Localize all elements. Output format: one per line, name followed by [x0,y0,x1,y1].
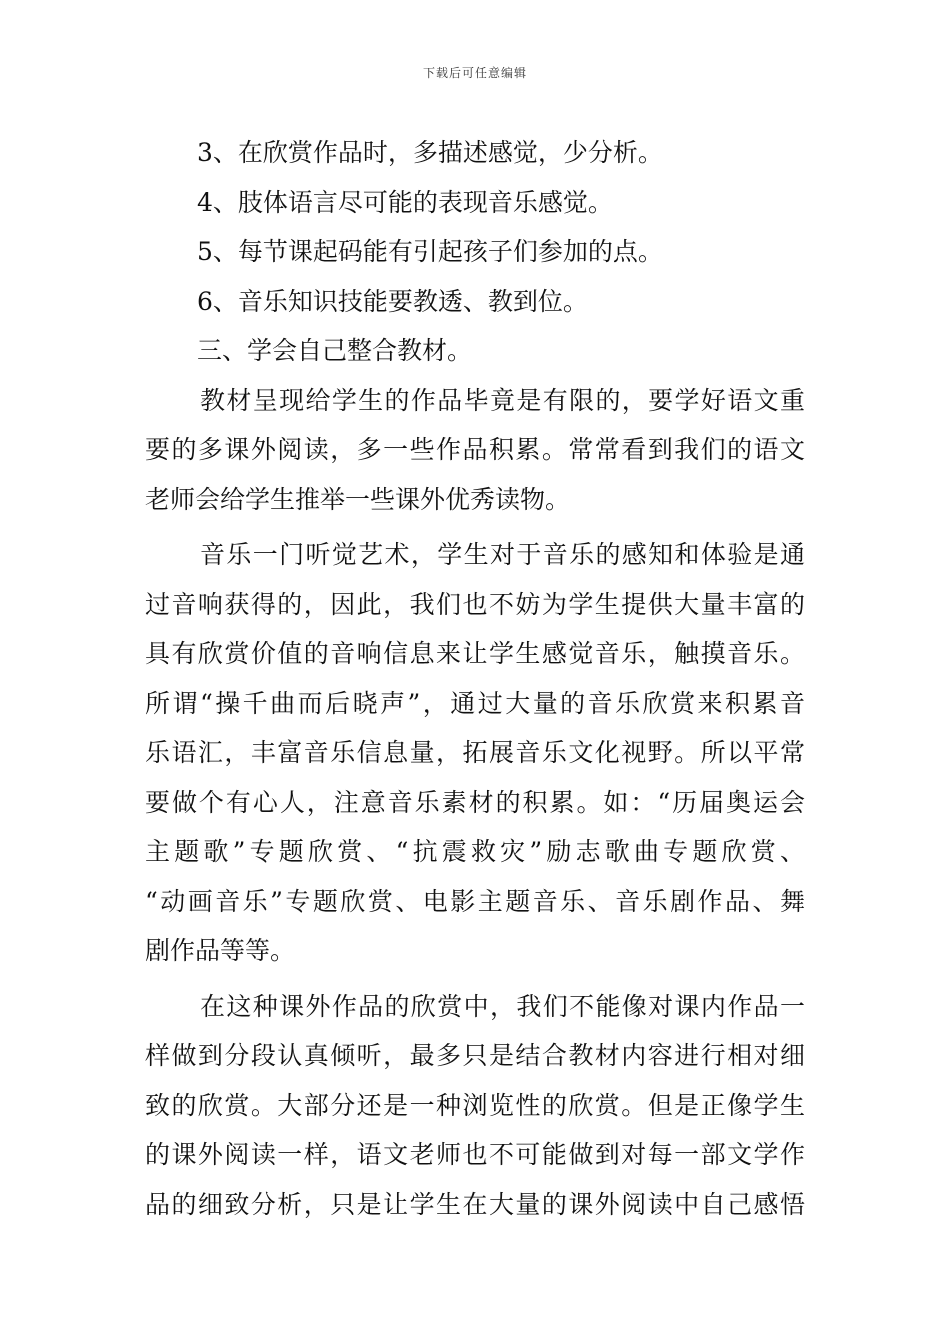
paragraph-line: 剧作品等等。 [145,936,296,965]
paragraph-line: 所谓“操千曲而后晓声”，通过大量的音乐欣赏来积累音 [145,688,805,718]
paragraph-line: 乐语汇，丰富音乐信息量，拓展音乐文化视野。所以平常 [145,738,805,767]
paragraph-line: 要做个有心人，注意音乐素材的积累。如：“历届奥运会 [145,787,805,817]
paragraph-line: 要的多课外阅读，多一些作品积累。常常看到我们的语文 [145,435,805,464]
paragraph-line: 的课外阅读一样，语文老师也不可能做到对每一部文学作 [145,1140,805,1169]
list-item: 4、肢体语言尽可能的表现音乐感觉。 [197,187,613,217]
paragraph-3 [145,982,805,1230]
list-item: 6、音乐知识技能要教透、教到位。 [197,286,588,316]
paragraph-line: 老师会给学生推举一些课外优秀读物。 [145,484,571,514]
list-item: 5、每节课起码能有引起孩子们参加的点。 [197,237,663,266]
paragraph-1 [145,376,805,525]
paragraph-line: 教材呈现给学生的作品毕竟是有限的，要学好语文重 [200,385,805,415]
paragraph-line: 在这种课外作品的欣赏中，我们不能像对课内作品一 [200,991,805,1021]
list-item: 3、在欣赏作品时，多描述感觉，少分析。 [197,138,663,167]
paragraph-2 [145,530,805,976]
paragraph-line: “动画音乐”专题欣赏、电影主题音乐、音乐剧作品、舞 [145,886,805,916]
paragraph-line: 品的细致分析，只是让学生在大量的课外阅读中自己感悟 [145,1189,805,1219]
paragraph-line: 样做到分段认真倾听，最多只是结合教材内容进行相对细 [145,1041,805,1070]
paragraph-line: 过音响获得的，因此，我们也不妨为学生提供大量丰富的 [145,589,805,619]
paragraph-line: 主题歌”专题欣赏、“抗震救灾”励志歌曲专题欣赏、 [145,837,805,866]
header-note: 下载后可任意编辑 [422,66,527,80]
section-heading: 三、学会自己整合教材。 [197,336,473,365]
paragraph-line: 音乐一门听觉艺术，学生对于音乐的感知和体验是通 [200,540,805,569]
document-body [145,128,805,1229]
paragraph-line: 致的欣赏。大部分还是一种浏览性的欣赏。但是正像学生 [145,1090,805,1120]
paragraph-line: 具有欣赏价值的音响信息来让学生感觉音乐，触摸音乐。 [145,639,805,668]
